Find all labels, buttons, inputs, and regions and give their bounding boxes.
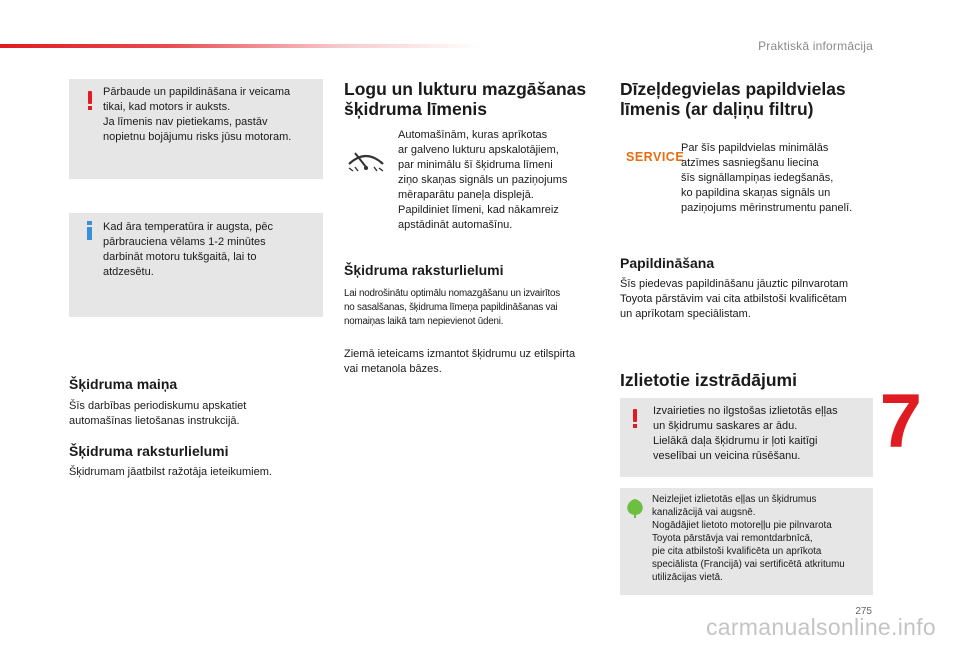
warning-icon [87,91,93,110]
info-icon [87,221,93,240]
leaf-icon [624,497,646,519]
washer-specs-text: Lai nodrošinātu optimālu nomazgāšanu un izvairītos no sasalšanas, šķidruma līmeņa papildināšanas vai nomaiņas laikā tam nepievienot ūdeni. [344,288,561,327]
environment-text: Neizlejiet izlietotās eļļas un šķidrumus kanalizācijā vai augsnē. Nogādājiet lietoto motoreļļu pie pilnvarota Toyota pārstāvja vai remontdarbnīcā, pie cita atbilstoši kvalificēta un aprīkota speciālista (Francijā) vai sertificētā atkritumu utilizācijas vietā. [652,494,845,583]
watermark: carmanualsonline.info [705,614,936,640]
diesel-additive-heading: Dīzeļdegvielas papildvielas līmenis (ar daļiņu filtru) [620,79,846,119]
fluid-change-heading: Šķidruma maiņa [69,376,178,392]
used-products-warning-text: Izvairieties no ilgstošas izlietotās eļļas un šķidrumu saskares ar ādu. Lielākā daļa šķidrumu ir ļoti kaitīgi veselībai un veicina rūsēšanu. [653,405,838,462]
washer-fluid-heading: Logu un lukturu mazgāšanas šķidruma līmenis [344,79,587,119]
additive-level-text: Par šīs papildvielas minimālās atzīmes sasniegšanu liecina šīs signāllampiņas iedegšanās, ko papildina skaņas signāls un paziņojums mērinstrumentu panelī. [681,142,853,214]
refill-text: Šīs piedevas papildināšanu jāuztic pilnvarotam Toyota pārstāvim vai cita atbilstoši kvalificētam un aprīkotam speciālistam. [620,278,849,320]
winter-advice-text: Ziemā ieteicams izmantot šķidrumu uz etilspirta vai metanola bāzes. [344,348,576,375]
fluid-change-text: Šīs darbības periodiskumu apskatiet automašīnas lietošanas instrukcijā. [69,400,247,427]
info-text: Kad āra temperatūra ir augsta, pēc pārbrauciena vēlams 1-2 minūtes darbināt motoru tukšgaitā, lai to atdzesētu. [103,221,273,278]
fluid-specs-heading: Šķidruma raksturlielumi [69,443,229,459]
page-number: 275 [855,606,872,617]
refill-heading: Papildināšana [620,255,715,271]
warning-box [69,79,323,179]
warning-icon [632,409,638,428]
used-products-heading: Izlietotie izstrādājumi [620,370,797,390]
section-title: Praktiskā informācija [758,39,873,53]
info-box [69,213,323,317]
windscreen-washer-icon [346,142,386,174]
used-products-warning-box [620,398,873,477]
washer-specs-heading: Šķidruma raksturlielumi [344,262,504,278]
header-accent-bar [0,44,480,48]
chapter-number: 7 [879,379,922,464]
environment-box [620,488,873,595]
washer-fluid-text: Automašīnām, kuras aprīkotas ar galveno lukturu apskalotājiem, par minimālu šī šķidruma līmeni ziņo skaņas signāls un paziņojums mēraparātu paneļa displejā. Papildiniet līmeni, kad nākamreiz apstādināt automašīnu. [398,129,568,231]
fluid-specs-text: Šķidrumam jāatbilst ražotāja ieteikumiem. [69,466,272,478]
warning-text: Pārbaude un papildināšana ir veicama tikai, kad motors ir auksts. Ja līmenis nav pietiekams, pastāv nopietnu bojājumu risks jūsu motoram. [103,86,292,143]
service-warning-icon: SERVICE [626,150,685,164]
